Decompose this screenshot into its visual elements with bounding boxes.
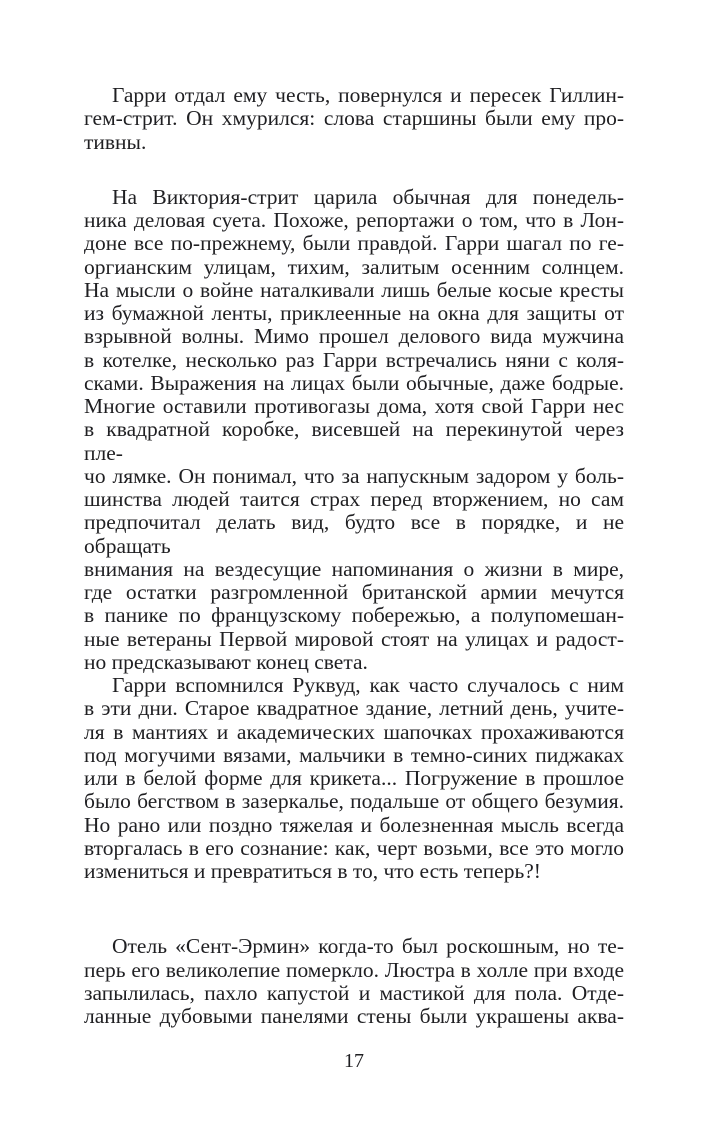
- text-line: в квадратной коробке, висевшей на перекинутой через пле-: [84, 417, 624, 465]
- text-line: где остатки разгромленной британской армии мечутся: [84, 580, 624, 604]
- text-line: или в белой форме для крикета... Погружение в прошлое: [84, 766, 624, 790]
- text-line: сками. Выражения на лицах были обычные, даже бодрые.: [84, 370, 624, 395]
- text-line: Многие оставили противогазы дома, хотя свой Гарри нес: [84, 394, 624, 418]
- text-line: гем-стрит. Он хмурился: слова старшины были ему про-: [84, 106, 624, 131]
- paragraph: [84, 84, 624, 154]
- text-line: Но рано или поздно тяжелая и болезненная мысль всегда: [84, 812, 624, 837]
- text-line: было бегством в зазеркалье, подальше от общего безумия.: [84, 789, 624, 814]
- text-line: На мысли о войне наталкивали лишь белые косые кресты: [84, 277, 624, 302]
- text-line: взрывной волны. Мимо прошел делового вида мужчина: [84, 324, 624, 349]
- text-line: в панике по французскому побережью, а полупомешан-: [84, 603, 624, 628]
- page-number: 17: [344, 1050, 364, 1073]
- text-line: из бумажной ленты, приклеенные на окна для защиты от: [84, 301, 624, 325]
- paragraph: [84, 186, 624, 674]
- text-line: тивны.: [84, 129, 147, 154]
- paragraph: [84, 935, 624, 1028]
- text-line: На Виктория-стрит царила обычная для понедель-: [112, 184, 624, 209]
- text-line: предпочитал делать вид, будто все в порядке, и не обращать: [84, 510, 624, 558]
- text-line: оргианским улицам, тихим, залитым осенним солнцем.: [84, 254, 624, 279]
- text-line: в котелке, несколько раз Гарри встречались няни с коля-: [84, 347, 624, 372]
- text-line: внимания на вездесущие напоминания о жизни в мире,: [84, 556, 624, 581]
- text-line: в эти дни. Старое квадратное здание, летний день, учите-: [84, 696, 624, 721]
- text-line: измениться и превратиться в то, что есть теперь?!: [84, 859, 541, 883]
- text-line: Гарри вспомнился Руквуд, как часто случалось с ним: [112, 673, 624, 697]
- text-line: доне все по-прежнему, были правдой. Гарри шагал по ге-: [84, 231, 624, 256]
- text-line: вторгалась в его сознание: как, черт возьми, все это могло: [84, 835, 624, 860]
- text-line: ные ветераны Первой мировой стоят на улицах и радост-: [84, 626, 624, 651]
- text-block: [84, 84, 624, 1028]
- text-line: ля в мантиях и академических шапочках прохаживаются: [84, 719, 624, 744]
- text-line: ланные дубовыми панелями стены были украшены аква-: [84, 1004, 624, 1028]
- text-line: но предсказывают конец света.: [84, 649, 368, 674]
- paragraph: [84, 674, 624, 883]
- text-line: Отель «Сент-Эрмин» когда-то был роскошным, но те-: [112, 934, 624, 959]
- text-line: ника деловая суета. Похоже, репортажи о том, что в Лон-: [84, 208, 624, 232]
- text-line: перь его великолепие померкло. Люстра в холле при входе: [84, 957, 624, 982]
- text-line: чо лямке. Он понимал, что за напускным задором у боль-: [84, 463, 624, 488]
- text-line: под могучими вязами, мальчики в темно-синих пиджаках: [84, 742, 624, 767]
- text-line: запылилась, пахло капустой и мастикой для пола. Отде-: [84, 980, 624, 1005]
- text-line: шинства людей таится страх перед вторжением, но сам: [84, 487, 624, 511]
- text-line: Гарри отдал ему честь, повернулся и пересек Гиллин-: [112, 83, 624, 107]
